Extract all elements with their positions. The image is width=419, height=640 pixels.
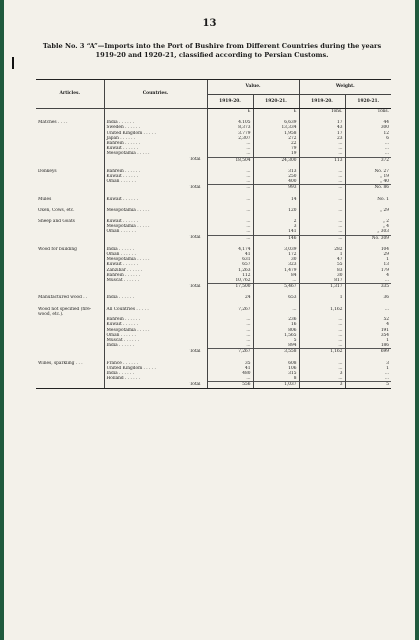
article-cell: Mules	[38, 196, 52, 202]
value-cell: 24	[207, 295, 253, 300]
country-cell: Bahrein . . . . . .	[104, 273, 207, 278]
country-cell: Oman . . . . . .	[104, 252, 207, 257]
weight-cell: ...	[299, 208, 345, 213]
country-cell: Oman . . . . . .	[104, 229, 207, 235]
weight-cell: „ 29	[345, 208, 391, 213]
value-cell: ...	[207, 376, 253, 382]
country-cell: Mesopotamia . . . . .	[104, 224, 207, 229]
weight-cell: 17	[299, 131, 345, 136]
value-cell: 84	[253, 273, 299, 278]
article-cell: Wood for building	[38, 246, 77, 252]
value-cell: 4.105	[207, 120, 253, 125]
value-cell: 19	[253, 151, 299, 157]
article-cell: Donkeys	[38, 168, 57, 174]
weight-cell: 55	[299, 262, 345, 267]
page-number: 13	[202, 18, 217, 29]
value-cell: 657	[207, 262, 253, 267]
value-cell: ...	[207, 343, 253, 349]
year-header: 1920-21.	[253, 95, 299, 109]
weight-cell: 179	[345, 268, 391, 273]
value-cell: 653	[253, 295, 299, 300]
value-cell: 79	[253, 146, 299, 151]
total-value-cell: 993	[253, 185, 299, 191]
weight-cell: ...	[345, 141, 391, 146]
total-row	[36, 382, 391, 388]
weight-cell: ...	[345, 146, 391, 151]
table-row	[36, 307, 391, 317]
value-cell: ...	[207, 333, 253, 338]
value-cell: 894	[253, 343, 299, 349]
value-cell: 313	[253, 169, 299, 174]
value-cell: ...	[207, 317, 253, 322]
value-cell: 35	[207, 361, 253, 366]
weight-cell: ...	[299, 146, 345, 151]
value-cell: 1,565	[253, 333, 299, 338]
weight-cell: 354	[345, 333, 391, 338]
country-cell: Kuwait . . . . . .	[104, 197, 207, 202]
value-cell: 1,479	[253, 268, 299, 273]
value-cell: 120	[253, 208, 299, 213]
value-cell: 6,639	[253, 120, 299, 125]
weight-cell: 1	[345, 257, 391, 262]
country-cell: Oman . . . . . .	[104, 333, 207, 338]
weight-cell: ...	[299, 197, 345, 202]
total-value-cell: 1,037	[253, 382, 299, 388]
weight-cell: No. 27	[345, 169, 391, 174]
weight-cell: 44	[345, 120, 391, 125]
value-cell: 480	[207, 371, 253, 376]
weight-cell: ...	[345, 371, 391, 376]
country-cell: India . . . . . .	[104, 120, 207, 125]
total-value-cell: 24,300	[253, 157, 299, 163]
country-cell: Bahrein . . . . . .	[104, 169, 207, 174]
country-cell: Bahrein . . . . . .	[104, 317, 207, 322]
weight-cell: ...	[299, 169, 345, 174]
value-cell: 2,307	[207, 136, 253, 141]
weight-cell: ...	[299, 333, 345, 338]
country-cell: Bahrein . . . . . .	[104, 141, 207, 146]
total-weight-cell: 372	[345, 157, 391, 163]
weight-cell: 13	[345, 262, 391, 267]
total-value-cell: 146	[253, 235, 299, 241]
value-cell: 236	[253, 317, 299, 322]
country-cell: United Kingdom . . . . .	[104, 366, 207, 371]
value-cell: 10,762	[207, 278, 253, 284]
total-weight-cell: No. 86	[345, 185, 391, 191]
total-value-cell: ...	[207, 185, 253, 191]
weight-cell: 6	[345, 136, 391, 141]
article-cell: Sheep and Goats	[38, 219, 75, 225]
value-cell: 315	[253, 371, 299, 376]
value-cell: ...	[207, 208, 253, 213]
total-weight-cell: 699	[345, 349, 391, 355]
weight-cell: 30	[299, 273, 345, 278]
article-cell: Oxen, Cows, etc.	[38, 207, 75, 213]
year-header: 1919-20.	[207, 95, 253, 109]
value-cell: 141	[253, 229, 299, 235]
weight-cell: 4	[345, 322, 391, 327]
weight-cell: No. 1	[345, 197, 391, 202]
weight-cell: 47	[299, 257, 345, 262]
value-cell: ...	[253, 307, 299, 317]
total-value-cell: ...	[207, 235, 253, 241]
total-label: Total	[104, 284, 207, 290]
value-cell: 112	[207, 273, 253, 278]
value-cell: 8,373	[207, 125, 253, 130]
value-cell: ...	[207, 229, 253, 235]
caption-line-1: Table No. 3 “A”—Imports into the Port of Bushire from Different Countries during the years	[42, 42, 382, 50]
article-cell: Manufactured wood . .	[38, 295, 88, 301]
country-cell: France . . . . . .	[104, 361, 207, 366]
country-cell: United Kingdom . . . . .	[104, 131, 207, 136]
total-value-cell: 3,558	[253, 349, 299, 355]
total-value-cell: 5,467	[253, 284, 299, 290]
value-cell: ...	[207, 322, 253, 327]
unit-cell: Tons.	[299, 109, 345, 115]
weight-cell: ...	[299, 141, 345, 146]
total-weight-cell: 5	[345, 382, 391, 388]
value-cell: ...	[253, 278, 299, 284]
total-value-cell: 18,504	[207, 157, 253, 163]
country-cell: Holland . . . . . .	[104, 376, 207, 382]
weight-cell: ...	[299, 322, 345, 327]
value-cell: 7,267	[207, 307, 253, 317]
value-cell: 3.779	[207, 131, 253, 136]
weight-cell: 52	[345, 317, 391, 322]
country-cell: Kuwait . . . . . .	[104, 146, 207, 151]
article-cell: Matches . . . .	[38, 120, 68, 126]
weight-cell: ...	[299, 179, 345, 185]
total-weight-cell: 1,317	[299, 284, 345, 290]
country-cell: Zanzibar . . . . . .	[104, 268, 207, 273]
value-cell: 1,263	[207, 268, 253, 273]
country-cell: Mesopotamia . . . . .	[104, 257, 207, 262]
weight-cell: ...	[299, 343, 345, 349]
value-cell: 8	[253, 376, 299, 382]
countries-header: Countries.	[104, 80, 207, 109]
weight-cell: ...	[299, 219, 345, 224]
margin-mark	[12, 57, 14, 69]
weight-cell: ...	[299, 317, 345, 322]
caption-line-2: 1919-20 and 1920-21, classified according to Persian Customs.	[95, 51, 329, 59]
weight-cell: 104	[345, 247, 391, 252]
value-cell: 106	[253, 366, 299, 371]
value-cell: 631	[207, 257, 253, 262]
total-weight-cell: 335	[345, 284, 391, 290]
country-cell: Mesopotamia . . . . .	[104, 151, 207, 157]
weight-cell: 29	[345, 252, 391, 257]
total-label: Total	[104, 382, 207, 388]
weight-cell: „ 2	[345, 219, 391, 224]
value-cell: ...	[207, 224, 253, 229]
value-cell: 4,174	[207, 247, 253, 252]
weight-cell: „ 19	[345, 174, 391, 179]
weight-cell: 1	[299, 252, 345, 257]
country-cell: Muscat . . . . . .	[104, 278, 207, 284]
weight-cell: 817	[299, 278, 345, 284]
unit-cell: £	[253, 109, 299, 115]
weight-cell: 4	[345, 273, 391, 278]
weight-cell: „ 303	[345, 229, 391, 235]
country-cell: All Countries . . . . .	[104, 307, 207, 317]
weight-cell: „ 4	[345, 224, 391, 229]
value-cell: 400	[253, 179, 299, 185]
year-header: 1920-21.	[345, 95, 391, 109]
weight-cell: 300	[345, 125, 391, 130]
year-header: 1919-20.	[299, 95, 345, 109]
weight-cell: ...	[345, 278, 391, 284]
total-weight-cell: 3	[299, 382, 345, 388]
total-weight-cell: 1,162	[299, 349, 345, 355]
article-cell: Wood not specified (fire-wood, etc.).	[38, 306, 92, 317]
value-cell: 608	[253, 361, 299, 366]
value-cell: 5	[253, 338, 299, 343]
articles-header: Articles.	[36, 80, 104, 109]
value-cell: 13,334	[253, 125, 299, 130]
value-cell: ...	[207, 169, 253, 174]
value-cell: 3	[253, 224, 299, 229]
value-cell: ...	[207, 151, 253, 157]
weight-cell: 1	[345, 366, 391, 371]
value-cell: 323	[253, 262, 299, 267]
total-value-cell: 556	[207, 382, 253, 388]
weight-cell: „ 40	[345, 179, 391, 185]
value-cell: ...	[207, 146, 253, 151]
value-cell: ...	[207, 141, 253, 146]
value-cell: 16	[253, 322, 299, 327]
country-cell: India . . . . . .	[104, 295, 207, 300]
weight-cell: 191	[345, 328, 391, 333]
country-cell: Japan . . . . . .	[104, 136, 207, 141]
total-label: Total	[104, 185, 207, 191]
value-cell: ...	[207, 197, 253, 202]
value-cell: 30	[253, 257, 299, 262]
weight-cell: ...	[299, 174, 345, 179]
value-cell: 272	[253, 136, 299, 141]
country-cell: Sweden . . . . . .	[104, 125, 207, 130]
weight-cell: ...	[345, 376, 391, 382]
country-cell: Mesopotamia . . . . .	[104, 208, 207, 213]
value-cell: 2	[253, 219, 299, 224]
weight-cell: 23	[299, 136, 345, 141]
imports-table	[36, 79, 391, 389]
weight-cell: 282	[299, 247, 345, 252]
total-value-cell: 17,500	[207, 284, 253, 290]
weight-cell: 1,162	[299, 307, 345, 317]
value-cell: 41	[207, 252, 253, 257]
total-weight-cell: ...	[299, 185, 345, 191]
weight-cell: ...	[299, 328, 345, 333]
weight-cell: ...	[345, 151, 391, 157]
country-cell: India . . . . . .	[104, 343, 207, 349]
country-cell: India . . . . . .	[104, 371, 207, 376]
weight-cell: ...	[345, 307, 391, 317]
weight-cell: 36	[345, 295, 391, 300]
blank-cell	[36, 382, 104, 388]
value-cell: ...	[207, 179, 253, 185]
weight-cell: ...	[299, 338, 345, 343]
value-cell: 172	[253, 252, 299, 257]
country-cell: Kuwait . . . . . .	[104, 174, 207, 179]
weight-cell: ...	[299, 366, 345, 371]
country-cell: Kuwait . . . . . .	[104, 262, 207, 267]
total-value-cell: 7,267	[207, 349, 253, 355]
value-cell: 22	[253, 141, 299, 146]
unit-cell: £	[207, 109, 253, 115]
weight-cell: ...	[299, 224, 345, 229]
weight-cell: 1	[299, 295, 345, 300]
weight-cell: 17	[299, 120, 345, 125]
country-cell: Muscat . . . . . .	[104, 338, 207, 343]
table-body	[36, 109, 391, 389]
weight-header: Weight.	[299, 80, 391, 95]
value-cell: ...	[207, 338, 253, 343]
value-cell: 1,958	[253, 131, 299, 136]
country-cell: Kuwait . . . . . .	[104, 219, 207, 224]
article-cell: Wines, sparkling . . .	[38, 360, 83, 366]
weight-cell: ...	[299, 151, 345, 157]
country-cell: Mesopotamia . . . . .	[104, 328, 207, 333]
total-label: Total	[104, 235, 207, 241]
value-cell: 41	[207, 366, 253, 371]
weight-cell: 3	[299, 371, 345, 376]
weight-cell: 43	[299, 125, 345, 130]
country-cell: India . . . . . .	[104, 247, 207, 252]
value-header: Value.	[207, 80, 299, 95]
weight-cell: ...	[299, 229, 345, 235]
weight-cell: 12	[345, 131, 391, 136]
weight-cell: 83	[299, 268, 345, 273]
total-label: Total	[104, 349, 207, 355]
country-cell: Oman . . . . . .	[104, 179, 207, 185]
country-cell: Kuwait . . . . . .	[104, 322, 207, 327]
value-cell: 250	[253, 174, 299, 179]
value-cell: ...	[207, 328, 253, 333]
value-cell: 806	[253, 328, 299, 333]
document-page	[4, 0, 415, 640]
weight-cell: 1	[345, 338, 391, 343]
value-cell: 14	[253, 197, 299, 202]
total-label: Total	[104, 157, 207, 163]
weight-cell: ...	[299, 376, 345, 382]
value-cell: 3,039	[253, 247, 299, 252]
value-cell: ...	[207, 174, 253, 179]
value-cell: ...	[207, 219, 253, 224]
weight-cell: ...	[299, 361, 345, 366]
total-weight-cell: No. 309	[345, 235, 391, 241]
unit-cell: Tons.	[345, 109, 391, 115]
total-weight-cell: 113	[299, 157, 345, 163]
table-caption	[22, 42, 402, 60]
header-row-1	[36, 80, 391, 95]
weight-cell: 3	[345, 361, 391, 366]
weight-cell: 186	[345, 343, 391, 349]
total-weight-cell: ...	[299, 235, 345, 241]
